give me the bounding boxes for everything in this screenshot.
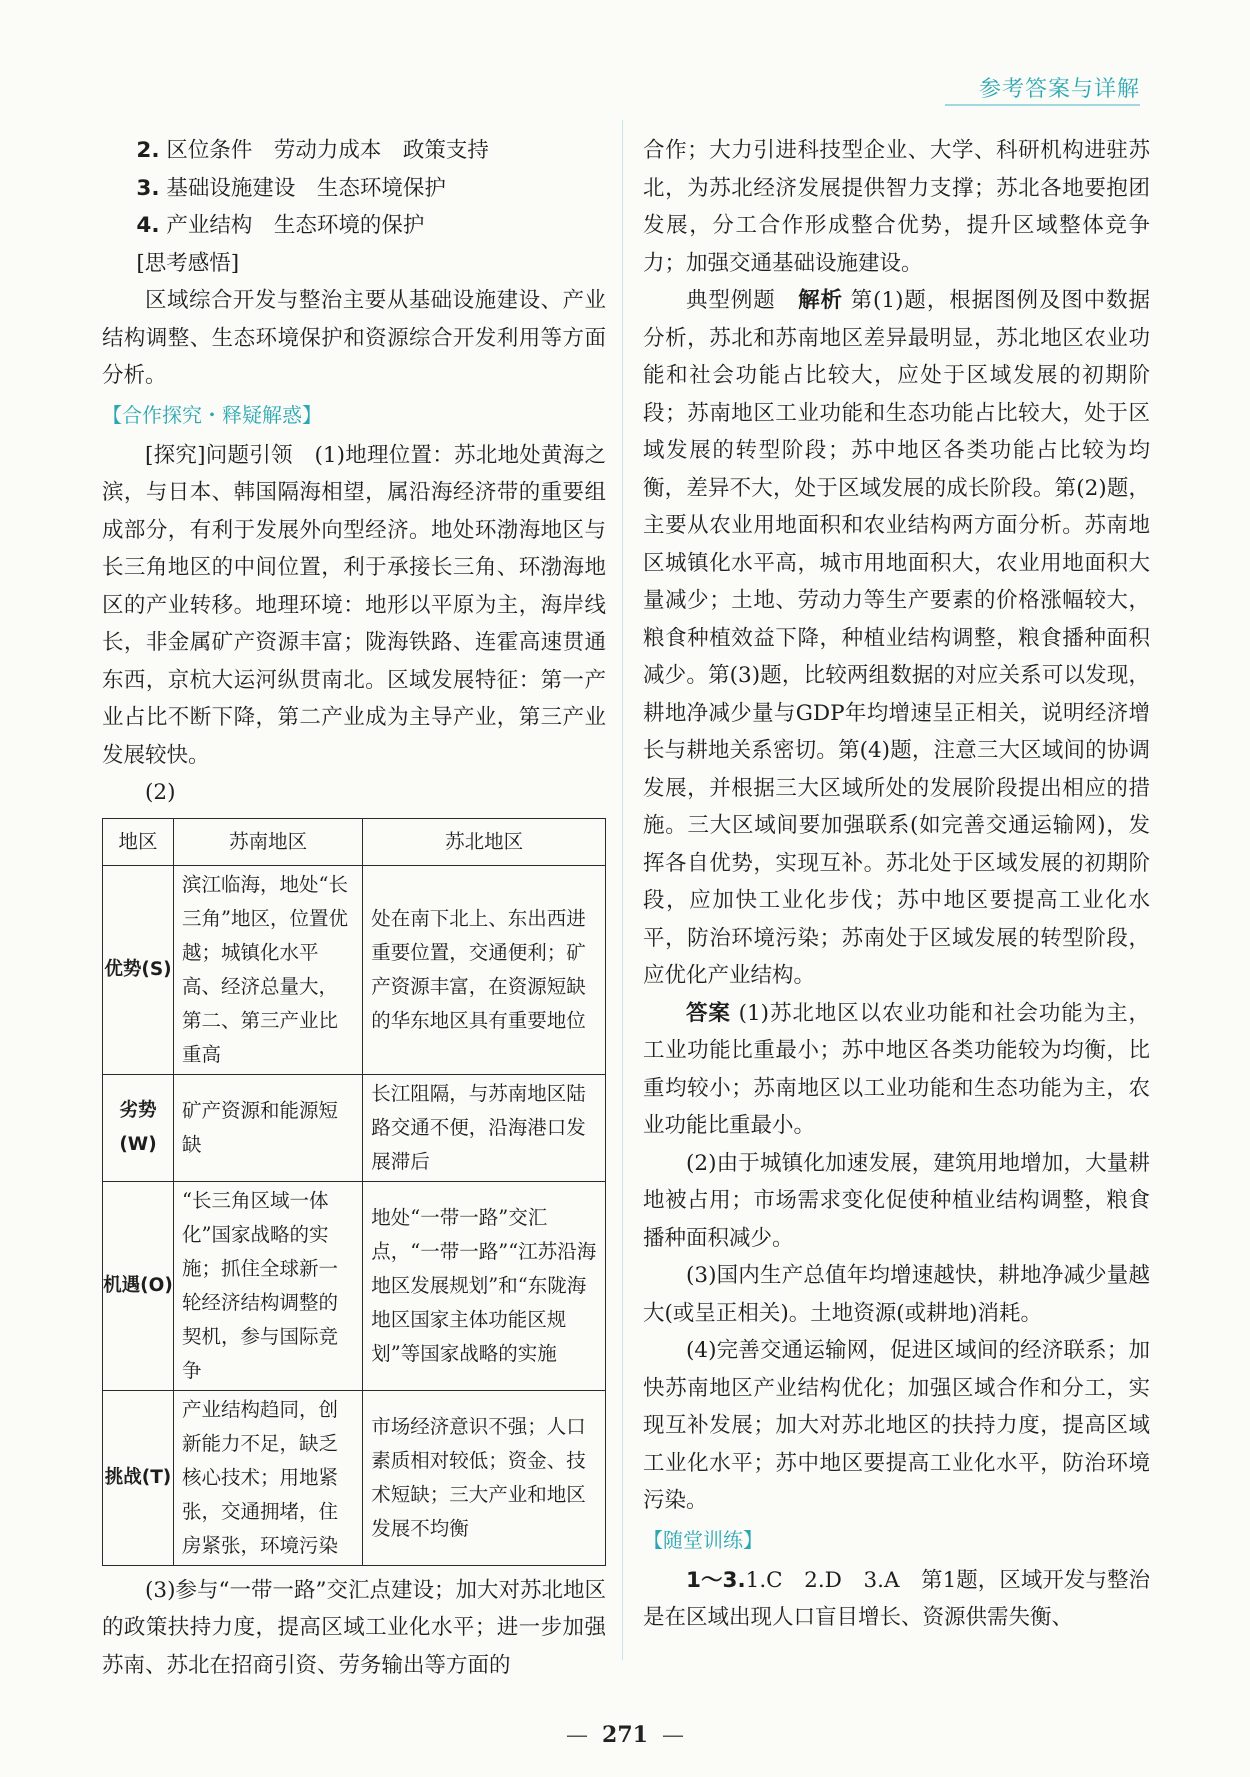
answer-paragraph: 答案 (1)苏北地区以农业功能和社会功能为主，工业功能比重最小；苏中地区各类功能较为均衡，比重均较小；苏南地区以工业功能和生态功能为主，农业功能比重最小。 xyxy=(643,1000,1150,1138)
explore-paragraph: [探究]问题引领 (1)地理位置：苏北地处黄海之滨，与日本、韩国隔海相望，属沿海经济带的重要组成部分，有利于发展外向型经济。地处环渤海地区与长三角地区的中间位置，利于承接长三角、环渤海地区的产业转移。地理环境：地形以平原为主，海岸线长，非金属矿产资源丰富；陇海铁路、连霍高速贯通东西，京杭大运河纵贯南北。区域发展特征：第一产业占比不断下降，第二产业成为主导产业，第三产业发展较快。 xyxy=(102,442,606,768)
example-label: 典型例题 xyxy=(686,288,776,313)
training-paragraph: 1～3.1.C 2.D 3.A 第1题，区域开发与整治是在区域出现人口盲目增长、资源供需失衡、 xyxy=(643,1567,1150,1630)
list-item: 2. 区位条件 劳动力成本 政策支持 xyxy=(136,138,489,163)
right-column xyxy=(643,132,1150,1637)
table-cell: 市场经济意识不强；人口素质相对较低；资金、技术短缺；三大产业和地区发展不均衡 xyxy=(363,1390,606,1565)
part3-text: (3)参与“一带一路”交汇点建设；加大对苏北地区的政策扶持力度，提高区域工业化水平；进一步加强苏南、苏北在招商引资、劳务输出等方面的 xyxy=(102,1577,606,1678)
table-row xyxy=(103,1390,606,1565)
table-header-cell: 苏南地区 xyxy=(174,818,363,865)
header-title: 参考答案与详解 xyxy=(978,77,1140,102)
reflection-text: 区域综合开发与整治主要从基础设施建设、产业结构调整、生态环境保护和资源综合开发利用等方面分析。 xyxy=(102,288,606,388)
table-header-cell: 地区 xyxy=(103,818,174,865)
row-label: 机遇(O) xyxy=(103,1181,174,1390)
answer-label: 答案 xyxy=(686,1000,731,1026)
table-cell: 处在南下北上、东出西进重要位置，交通便利；矿产资源丰富，在资源短缺的华东地区具有重要地位 xyxy=(363,865,606,1074)
answer-item: (4)完善交通运输网，促进区域间的经济联系；加快苏南地区产业结构优化；加强区域合作和分工，实现互补发展；加大对苏北地区的扶持力度，提高区域工业化水平；苏中地区要提高工业化水平，防治环境污染。 xyxy=(643,1338,1150,1513)
explore-label: [探究] xyxy=(145,442,206,468)
table-cell: “长三角区域一体化”国家战略的实施；抓住全球新一轮经济结构调整的契机，参与国际竞争 xyxy=(174,1181,363,1390)
table-cell: 地处“一带一路”交汇点，“一带一路”“江苏沿海地区发展规划”和“东陇海地区国家主体功能区规划”等国家战略的实施 xyxy=(363,1181,606,1390)
section-tag-training: 【随堂训练】 xyxy=(643,1527,763,1552)
table-header-cell: 苏北地区 xyxy=(363,818,606,865)
row-label: 优势(S) xyxy=(103,865,174,1074)
page-number: — 271 — xyxy=(566,1722,684,1748)
reflection-label: [思考感悟] xyxy=(136,250,240,276)
table-cell: 长江阻隔，与苏南地区陆路交通不便，沿海港口发展滞后 xyxy=(363,1074,606,1181)
table-row xyxy=(103,865,606,1074)
answer-item: (2)由于城镇化加速发展，建筑用地增加，大量耕地被占用；市场需求变化促使种植业结构调整，粮食播种面积减少。 xyxy=(643,1150,1150,1251)
table-row xyxy=(103,1074,606,1181)
table-cell: 产业结构趋同，创新能力不足，缺乏核心技术；用地紧张，交通拥堵，住房紧张，环境污染 xyxy=(174,1390,363,1565)
list-item: 3. 基础设施建设 生态环境保护 xyxy=(136,175,446,201)
continued-text: 合作；大力引进科技型企业、大学、科研机构进驻苏北，为苏北经济发展提供智力支撑；苏北各地要抱团发展，分工合作形成整合优势，提升区域整体竞争力；加强交通基础设施建设。 xyxy=(643,138,1150,276)
row-label: 劣势(W) xyxy=(103,1074,174,1181)
left-column xyxy=(102,132,606,1684)
analysis-paragraph: 典型例题 解析 第(1)题，根据图例及图中数据分析，苏北和苏南地区差异最明显，苏北地区农业功能和社会功能占比较大，应处于区域发展的初期阶段；苏南地区工业功能和生态功能占比较大，处于区域发展的转型阶段；苏中地区各类功能占比较为均衡，差异不大，处于区域发展的成长阶段。第(2)题，主要从农业用地面积和农业结构两方面分析。苏南地区城镇化水平高，城市用地面积大，农业用地面积大量减少；土地、劳动力等生产要素的价格涨幅较大，粮食种植效益下降，种植业结构调整，粮食播种面积减少。第(3)题，比较两组数据的对应关系可以发现，耕地净减少量与GDP年均增速呈正相关，说明经济增长与耕地关系密切。第(4)题，注意三大区域间的协调发展，并根据三大区域所处的发展阶段提出相应的措施。三大区域间要加强联系(如完善交通运输网)，发挥各自优势，实现互补。苏北处于区域发展的初期阶段，应加快工业化步伐；苏中地区要提高工业化水平，防治环境污染；苏南处于区域发展的转型阶段，应优化产业结构。 xyxy=(643,288,1150,988)
list-item: 4. 产业结构 生态环境的保护 xyxy=(136,213,425,238)
column-divider xyxy=(622,120,623,1660)
header-divider xyxy=(945,104,1140,106)
table-header-row xyxy=(103,818,606,865)
table-row xyxy=(103,1181,606,1390)
table-cell: 矿产资源和能源短缺 xyxy=(174,1074,363,1181)
row-label: 挑战(T) xyxy=(103,1390,174,1565)
part2-label: (2) xyxy=(145,780,176,805)
swot-table xyxy=(102,818,606,1566)
section-tag-explore: 【合作探究・释疑解惑】 xyxy=(102,402,322,427)
table-cell: 滨江临海，地处“长三角”地区，位置优越；城镇化水平高、经济总量大，第二、第三产业比重高 xyxy=(174,865,363,1074)
answer-item: (3)国内生产总值年均增速越快，耕地净减少量越大(或呈正相关)。土地资源(或耕地)消耗。 xyxy=(643,1263,1150,1326)
analysis-label: 解析 xyxy=(798,288,843,313)
